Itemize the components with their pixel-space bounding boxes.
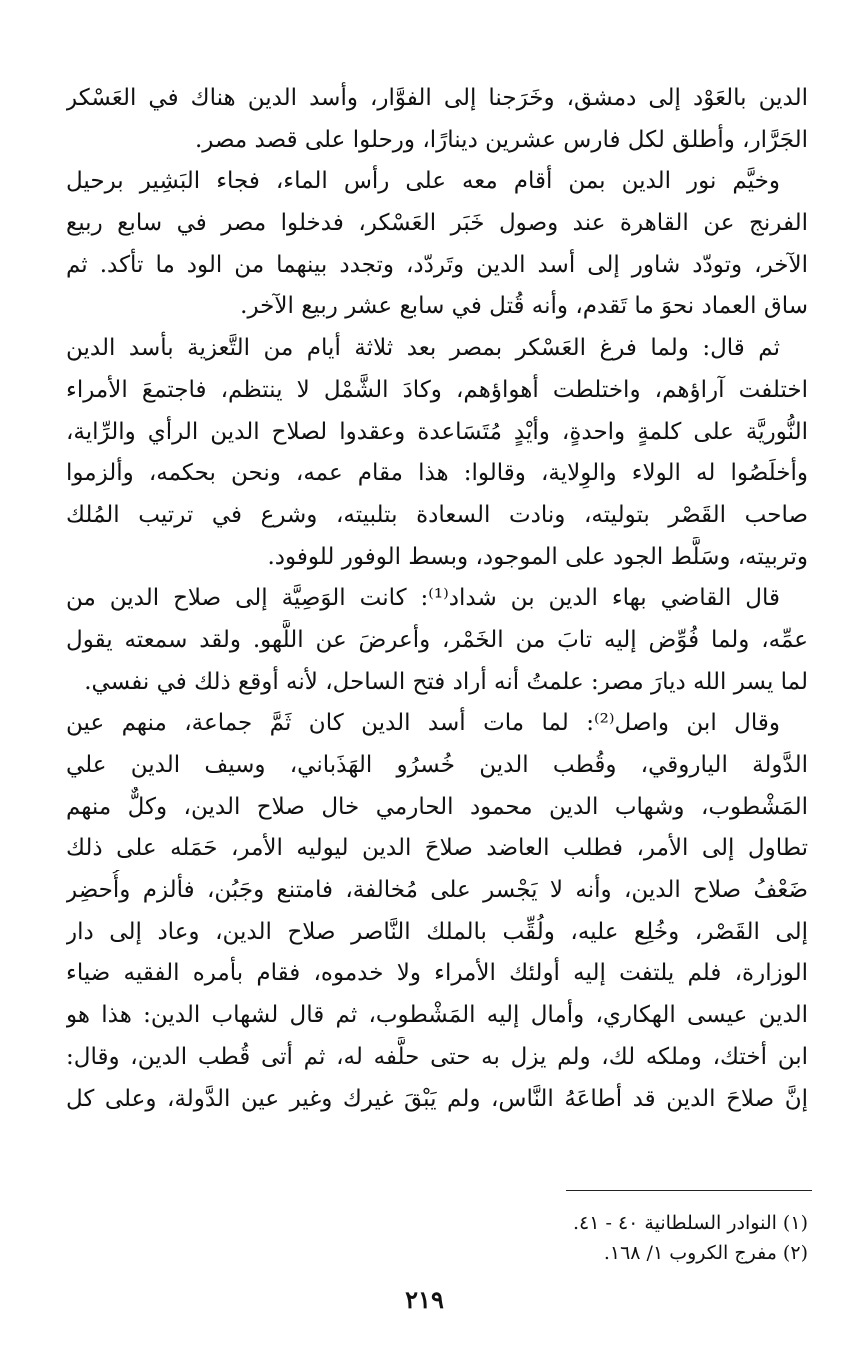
main-text xyxy=(66,78,808,1120)
text-line: ابن أختك، وملكه لك، ولم يزل به حتى حلَّفه له، ثم أتى قُطب الدين، وقال: xyxy=(66,1043,808,1070)
text-line: عمِّه، ولما فُوِّض إليه تابَ من الخَمْر، وأعرضَ عن اللَّهو. ولقد سمعته يقول xyxy=(66,626,808,653)
text-line: الجَرَّار، وأطلق لكل فارس عشرين دينارًا، ورحلوا على قصد مصر. xyxy=(194,126,808,153)
text-line: صاحب القَصْر بتوليته، ونادت السعادة بتلبيته، وشرع في ترتيب المُلك xyxy=(66,501,808,528)
text-line: الوزارة، فلم يلتفت إليه أولئك الأمراء ولا خدموه، فقام بأمره الفقيه ضياء xyxy=(66,960,808,987)
text-line: وخيَّم نور الدين بمن أقام معه على رأس الماء، فجاء البَشِير برحيل xyxy=(66,168,780,195)
footnote: (١) النوادر السلطانية ٤٠ - ٤١. xyxy=(573,1212,808,1234)
text-line: ساق العماد نحوَ ما تَقدم، وأنه قُتل في سابع عشر ربيع الآخر. xyxy=(240,293,808,320)
text-line: ضَعْفُ صلاح الدين، وأنه لا يَجْسر على مُخالفة، فامتنع وجَبُن، فألزم وأُحضِر xyxy=(66,877,808,904)
text-line: اختلفت آراؤهم، واختلطت أهواؤهم، وكادَ الشَّمْل لا ينتظم، فاجتمعَ الأمراء xyxy=(66,376,808,403)
text-line: الدين عيسى الهكاري، وأمال إليه المَشْطوب، ثم قال لشهاب الدين: هذا هو xyxy=(66,1002,808,1029)
text-line: الدين بالعَوْد إلى دمشق، وخَرَجنا إلى الفوَّار، وأسد الدين هناك في العَسْكر xyxy=(66,85,808,111)
footnote: (٢) مفرج الكروب ١/ ١٦٨. xyxy=(603,1242,808,1264)
text-line: إنَّ صلاحَ الدين قد أطاعَهُ النَّاس، ولم يَبْقَ غيرك وغير عين الدَّولة، وعلى كل xyxy=(66,1085,808,1112)
text-line: النُّوريَّة على كلمةٍ واحدةٍ، وأيْدٍ مُتَسَاعدة وعقدوا لصلاح الدين الرأي والرِّاية، xyxy=(66,418,808,445)
text-line: الآخر، وتودّد شاور إلى أسد الدين وتَردّد، وتجدد بينهما من الود ما تأكد. ثم xyxy=(66,251,808,278)
footnote-divider xyxy=(566,1190,812,1191)
text-line: تطاول إلى الأمر، فطلب العاضد صلاحَ الدين ليوليه الأمر، حَمَله على ذلك xyxy=(66,835,808,862)
text-line: قال القاضي بهاء الدين بن شداد⁽¹⁾: كانت الوَصِيَّة إلى صلاح الدين من xyxy=(66,585,780,612)
page-number: ٢١٩ xyxy=(405,1285,444,1314)
text-line: وتربيته، وسَلَّط الجود على الموجود، وبسط الوفور للوفود. xyxy=(267,543,808,570)
footnotes xyxy=(66,1208,808,1268)
text-line: وقال ابن واصل⁽²⁾: لما مات أسد الدين كان ثَمَّ جماعة، منهم عين xyxy=(66,710,780,737)
text-line: الدَّولة الياروقي، وقُطب الدين خُسرُو الهَذَباني، وسيف الدين علي xyxy=(66,752,808,778)
text-line: إلى القَصْر، وخُلِع عليه، ولُقِّب بالملك النَّاصر صلاح الدين، وعاد إلى دار xyxy=(66,918,808,945)
text-line: وأخلَصُوا له الولاء والوِلاية، وقالوا: هذا مقام عمه، ونحن بحكمه، وألزموا xyxy=(66,460,808,487)
text-line: ثم قال: ولما فرغ العَسْكر بمصر بعد ثلاثة أيام من التَّعزية بأسد الدين xyxy=(66,335,780,362)
text-line: الفرنج عن القاهرة عند وصول خَبَر العَسْكر، فدخلوا مصر في سابع ربيع xyxy=(66,210,808,237)
text-line: لما يسر الله ديارَ مصر: علمتُ أنه أراد فتح الساحل، لأنه أوقع ذلك في نفسي. xyxy=(84,668,808,695)
text-line: المَشْطوب، وشهاب الدين محمود الحارمي خال صلاح الدين، وكلٌّ منهم xyxy=(66,793,808,820)
